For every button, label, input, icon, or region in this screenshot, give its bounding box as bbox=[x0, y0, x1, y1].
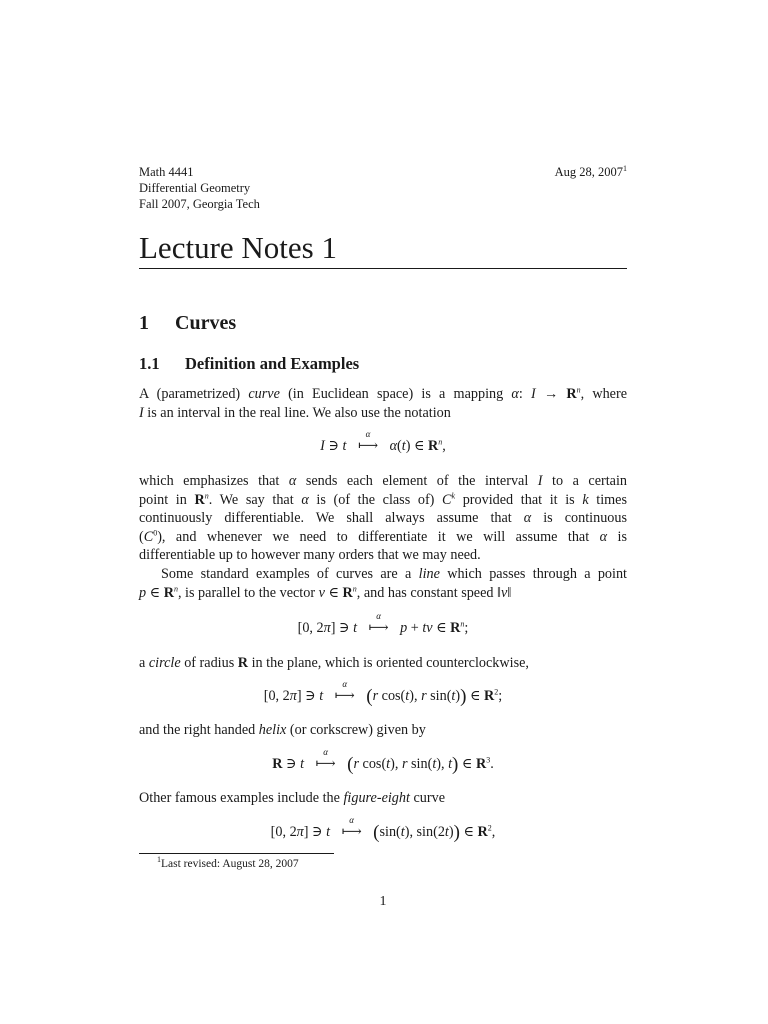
paragraph-smoothness: which emphasizes that α sends each element of the interval I to a certain point in $R^n$. We say that α is (of the class of) $C^k$ provided that it is k times continuously differentiable. We shall always assume that α is continuous $(C^0)$, and whenever we need to differentiate it we will assume that α is differentiable up to however many orders that we may need. Some standard examples of curves are a line which passes through a point p ∈ $R^n$, is parallel to the vector v ∈ $R^n$, and has constant speed ‖v‖ bbox=[139, 473, 628, 601]
document-header bbox=[139, 164, 627, 212]
subsection-heading bbox=[139, 354, 359, 374]
course-number: Math 4441 bbox=[139, 165, 194, 179]
footnote-rule bbox=[139, 853, 334, 854]
page bbox=[139, 0, 627, 1024]
lecture-date bbox=[555, 164, 627, 180]
subsection-number: 1.1 bbox=[139, 354, 160, 373]
paragraph-figure-eight: Other famous examples include the figure-eight curve bbox=[139, 790, 446, 806]
date-footnote-mark: 1 bbox=[623, 163, 627, 173]
footnote-mark: 1 bbox=[157, 855, 161, 865]
equation-line: [0, 2π] ∋ t α ⟼ p + tv ∈ $R^n$; bbox=[297, 611, 469, 636]
page-title: Lecture Notes 1 bbox=[139, 228, 627, 269]
paragraph-definition: A (parametrized) curve (in Euclidean space) is a mapping α: $I \to R^n$, where I is an interval in the real line. We also use the notation bbox=[139, 385, 627, 421]
date-text: Aug 28, 2007 bbox=[554, 165, 623, 179]
footnote-text: Last revised: August 28, 2007 bbox=[161, 858, 299, 870]
paragraph-helix: and the right handed helix (or corkscrew) given by bbox=[139, 722, 426, 738]
page-number: 1 bbox=[379, 894, 387, 909]
paragraph-circle: a circle of radius R in the plane, which is oriented counterclockwise, bbox=[139, 655, 529, 671]
section-heading bbox=[139, 312, 236, 335]
equation-circle: [0, 2π] ∋ t α ⟼ (r cos(t), r sin(t)) ∈ $R^2$; bbox=[263, 679, 503, 707]
section-title: Curves bbox=[175, 312, 237, 334]
course-term: Fall 2007, Georgia Tech bbox=[139, 197, 260, 211]
equation-figure-eight: [0, 2π] ∋ t α ⟼ (sin(t), sin(2t)) ∈ $R^2$, bbox=[270, 815, 496, 843]
equation-helix: R ∋ t α ⟼ (r cos(t), r sin(t), t) ∈ $R^3$. bbox=[272, 747, 494, 775]
footnote bbox=[157, 855, 299, 870]
equation-notation: I ∋ t α ⟼ α(t) ∈ $R^n$, bbox=[320, 429, 446, 454]
course-subject: Differential Geometry bbox=[139, 181, 251, 195]
subsection-title: Definition and Examples bbox=[185, 354, 360, 373]
section-number: 1 bbox=[139, 312, 149, 334]
